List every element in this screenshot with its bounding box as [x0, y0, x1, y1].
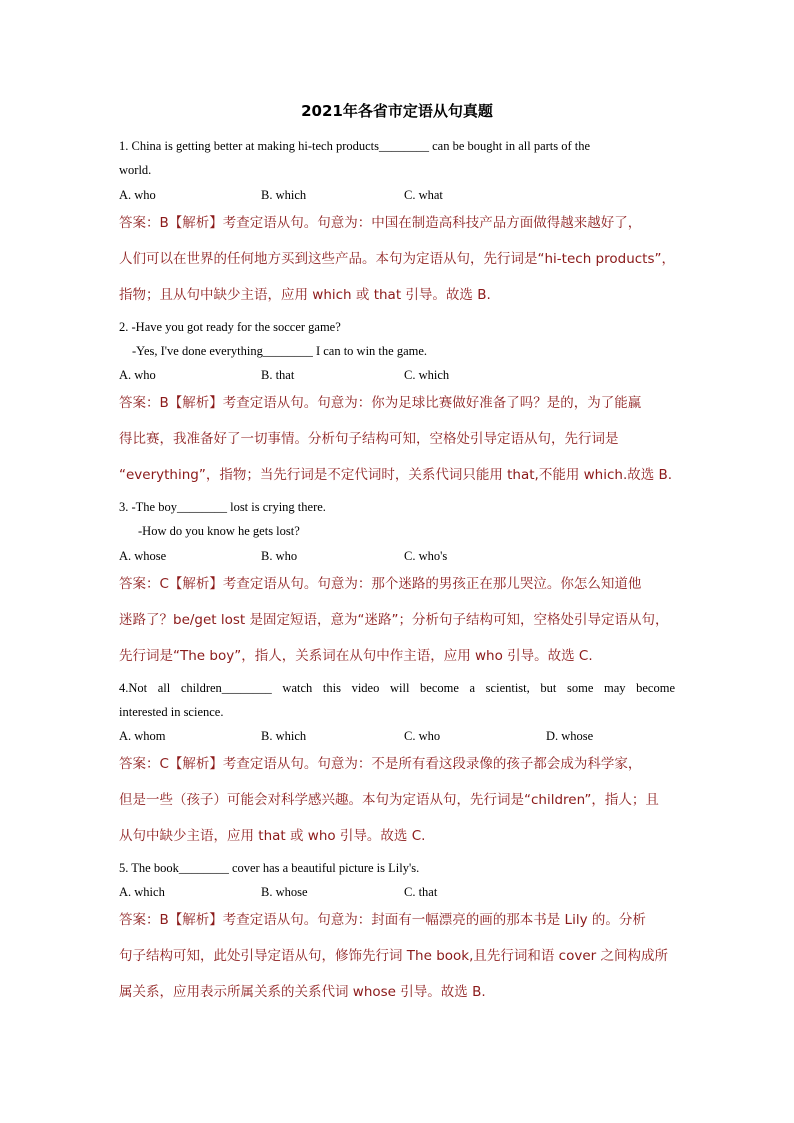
- question-5-text: 5. The book________ cover has a beautiful picture is Lily's.: [119, 861, 420, 875]
- question-5-answer-line-3: 属关系，应用表示所属关系的关系代词 whose 引导。故选 B.: [119, 984, 486, 1000]
- option-c: C. what: [404, 188, 443, 202]
- question-1-answer-line-1: 答案：B【解析】考查定语从句。句意为：中国在制造高科技产品方面做得越来越好了，: [119, 215, 642, 231]
- question-4-text-cont: interested in science.: [119, 705, 224, 719]
- question-5-answer-line-1: 答案：B【解析】考查定语从句。句意为：封面有一幅漂亮的画的那本书是 Lily 的。分析: [119, 912, 646, 928]
- question-1-answer-line-3: 指物；且从句中缺少主语，应用 which 或 that 引导。故选 B.: [119, 287, 491, 303]
- question-3-answer-line-1: 答案：C【解析】考查定语从句。句意为：那个迷路的男孩正在那儿哭泣。你怎么知道他: [119, 576, 642, 592]
- question-2-answer-line-1: 答案：B【解析】考查定语从句。句意为：你为足球比赛做好准备了吗？是的，为了能赢: [119, 395, 642, 411]
- question-4-answer-line-1: 答案：C【解析】考查定语从句。句意为：不是所有看这段录像的孩子都会成为科学家，: [119, 756, 642, 772]
- question-4-answer-line-2: 但是一些（孩子）可能会对科学感兴趣。本句为定语从句，先行词是“children”，指人；且: [119, 792, 659, 808]
- question-3-options: [119, 547, 719, 565]
- question-1-options: [119, 186, 719, 204]
- question-1-text-cont: world.: [119, 163, 152, 177]
- question-3-answer-line-3: 先行词是“The boy”，指人，关系词在从句中作主语，应用 who 引导。故选 C.: [119, 648, 593, 664]
- question-4-options: [119, 727, 719, 745]
- question-3-text-cont: -How do you know he gets lost?: [138, 524, 300, 538]
- option-c: C. which: [404, 368, 450, 382]
- option-b: B. which: [261, 729, 307, 743]
- question-2-text: 2. -Have you got ready for the soccer game?: [119, 320, 341, 334]
- option-c: C. who: [404, 729, 441, 743]
- question-1-text: 1. China is getting better at making hi-tech products________ can be bought in all parts of the: [119, 139, 591, 153]
- question-3-text: 3. -The boy________ lost is crying there.: [119, 500, 326, 514]
- question-5-answer-line-2: 句子结构可知，此处引导定语从句，修饰先行词 The book,且先行词和语 cover 之间构成所: [119, 948, 668, 964]
- page-title: 2021年各省市定语从句真题: [301, 102, 493, 120]
- option-b: B. that: [261, 368, 295, 382]
- option-b: B. who: [261, 549, 298, 563]
- question-1-answer-line-2: 人们可以在世界的任何地方买到这些产品。本句为定语从句，先行词是“hi-tech products”，: [119, 251, 675, 267]
- question-2-text-cont: -Yes, I've done everything________ I can to win the game.: [132, 344, 428, 358]
- question-4-text: 4.Not all children________ watch this video will become a scientist, but some may become: [119, 681, 675, 695]
- option-a: A. who: [119, 368, 156, 382]
- option-a: A. whose: [119, 549, 167, 563]
- question-5-options: [119, 883, 719, 901]
- option-d: D. whose: [546, 729, 594, 743]
- option-c: C. that: [404, 885, 438, 899]
- option-a: A. which: [119, 885, 165, 899]
- question-2-answer-line-2: 得比赛，我准备好了一切事情。分析句子结构可知，空格处引导定语从句，先行词是: [119, 431, 619, 447]
- option-a: A. who: [119, 188, 156, 202]
- question-2-options: [119, 366, 719, 384]
- option-a: A. whom: [119, 729, 166, 743]
- question-2-answer-line-3: “everything”，指物；当先行词是不定代词时，关系代词只能用 that,不能用 which.故选 B.: [119, 467, 673, 483]
- question-4-answer-line-3: 从句中缺少主语，应用 that 或 who 引导。故选 C.: [119, 828, 426, 844]
- option-b: B. which: [261, 188, 307, 202]
- question-3-answer-line-2: 迷路了？be/get lost 是固定短语，意为“迷路”；分析句子结构可知，空格处引导定语从句，: [119, 612, 669, 628]
- option-c: C. who's: [404, 549, 448, 563]
- option-b: B. whose: [261, 885, 308, 899]
